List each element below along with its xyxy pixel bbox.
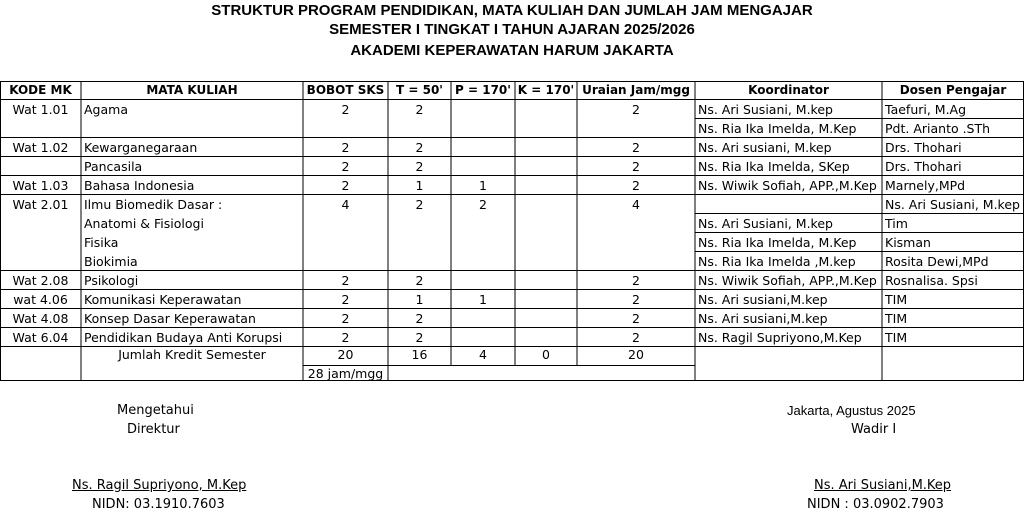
total-k: 0 (542, 347, 550, 362)
header-kode: KODE MK (9, 83, 72, 97)
cell-uraian: 2 (632, 273, 640, 288)
sig-right-nidn: NIDN : 03.0902.7903 (807, 497, 944, 512)
cell-kode: Wat 4.08 (12, 311, 69, 326)
cell-uraian: 2 (632, 140, 640, 155)
total-bobot: 20 (337, 347, 354, 362)
cell-p: 2 (479, 197, 487, 212)
cell-bobot: 2 (341, 292, 350, 307)
cell-t: 2 (415, 311, 424, 326)
cell-koordinator: Ns. Ari susiani,M.kep (698, 292, 828, 307)
total-p: 4 (479, 347, 487, 362)
cell-mata: Pancasila (84, 159, 143, 174)
cell-kode: Wat 1.03 (12, 178, 69, 193)
cell-bobot: 2 (341, 178, 350, 193)
cell-uraian: 4 (632, 197, 640, 212)
cell-mata: Ilmu Biomedik Dasar : (84, 197, 223, 212)
cell-kode: Wat 2.01 (12, 197, 69, 212)
cell-mata: Fisika (84, 235, 119, 250)
total-jam: 28 jam/mgg (307, 366, 384, 381)
cell-t: 1 (415, 292, 424, 307)
cell-dosen: Marnely,MPd (885, 178, 966, 193)
header-uraian: Uraian Jam/mgg (582, 83, 690, 97)
sig-right-line2: Wadir I (851, 422, 897, 437)
cell-koordinator: Ns. Ria Ika Imelda ,M.kep (698, 254, 856, 269)
cell-dosen: TIM (885, 311, 908, 326)
sig-left-line1: Mengetahui (117, 403, 194, 418)
cell-p: 1 (479, 178, 487, 193)
cell-bobot: 2 (341, 330, 350, 345)
header-p: P = 170' (455, 83, 511, 97)
cell-koordinator: Ns. Wiwik Sofiah, APP.,M.Kep (698, 178, 877, 193)
cell-mata: Bahasa Indonesia (84, 178, 195, 193)
cell-bobot: 2 (341, 159, 350, 174)
cell-dosen: Rosita Dewi,MPd (885, 254, 989, 269)
cell-t: 2 (415, 140, 424, 155)
cell-bobot: 4 (341, 197, 350, 212)
cell-uraian: 2 (632, 311, 640, 326)
header-koordinator: Koordinator (748, 83, 829, 97)
cell-uraian: 2 (632, 330, 640, 345)
cell-dosen: TIM (885, 330, 908, 345)
sig-left-line2: Direktur (127, 422, 180, 437)
cell-mata: Psikologi (84, 273, 139, 288)
cell-koordinator: Ns. Ari susiani,M.kep (698, 311, 828, 326)
cell-kode: Wat 6.04 (12, 330, 69, 345)
sig-left-nidn: NIDN: 03.1910.7603 (92, 497, 225, 512)
cell-kode: wat 4.06 (13, 292, 68, 307)
cell-koordinator: Ns. Ria Ika Imelda, M.Kep (698, 235, 857, 250)
header-mata: MATA KULIAH (146, 83, 238, 97)
cell-mata: Kewarganegaraan (84, 140, 198, 155)
total-label: Jumlah Kredit Semester (118, 347, 266, 362)
cell-koordinator: Ns. Ari Susiani, M.kep (698, 216, 833, 231)
sig-right-name: Ns. Ari Susiani,M.Kep (814, 478, 952, 493)
cell-t: 1 (415, 178, 424, 193)
cell-bobot: 2 (341, 140, 350, 155)
total-uraian: 20 (628, 347, 644, 362)
cell-p: 1 (479, 292, 487, 307)
cell-koordinator: Ns. Ari susiani, M.kep (698, 140, 832, 155)
institution-title: AKADEMI KEPERAWATAN HARUM JAKARTA (350, 42, 674, 59)
cell-mata: Anatomi & Fisiologi (84, 216, 204, 231)
header-bobot: BOBOT SKS (306, 83, 385, 97)
cell-kode: Wat 1.01 (12, 102, 69, 117)
sig-right-line1: Jakarta, Agustus 2025 (787, 403, 916, 418)
sig-left-name: Ns. Ragil Supriyono, M.Kep (72, 478, 247, 493)
cell-dosen: TIM (885, 292, 908, 307)
cell-koordinator: Ns. Wiwik Sofiah, APP.,M.Kep (698, 273, 877, 288)
cell-koordinator: Ns. Ari Susiani, M.kep (698, 102, 833, 117)
cell-kode: Wat 1.02 (12, 140, 69, 155)
header-t: T = 50' (396, 83, 443, 97)
cell-dosen: Ns. Ari Susiani, M.kep (885, 197, 1020, 212)
cell-mata: Konsep Dasar Keperawatan (84, 311, 256, 326)
cell-t: 2 (415, 159, 424, 174)
cell-uraian: 2 (632, 159, 640, 174)
cell-t: 2 (415, 102, 424, 117)
cell-mata: Agama (84, 102, 128, 117)
cell-dosen: Drs. Thohari (885, 159, 962, 174)
cell-uraian: 2 (632, 292, 640, 307)
cell-koordinator: Ns. Ragil Supriyono,M.Kep (698, 330, 862, 345)
cell-mata: Komunikasi Keperawatan (84, 292, 242, 307)
cell-t: 2 (415, 330, 424, 345)
cell-koordinator: Ns. Ria Ika Imelda, SKep (698, 159, 850, 174)
cell-dosen: Rosnalisa. Spsi (885, 273, 978, 288)
cell-dosen: Tim (885, 216, 908, 231)
total-t: 16 (411, 347, 428, 362)
cell-dosen: Pdt. Arianto .STh (885, 121, 991, 136)
cell-uraian: 2 (632, 178, 640, 193)
cell-kode: Wat 2.08 (12, 273, 69, 288)
cell-dosen: Drs. Thohari (885, 140, 962, 155)
cell-mata: Pendidikan Budaya Anti Korupsi (84, 330, 283, 345)
cell-koordinator: Ns. Ria Ika Imelda, M.Kep (698, 121, 857, 136)
cell-dosen: Kisman (885, 235, 931, 250)
cell-bobot: 2 (341, 273, 350, 288)
header-dosen: Dosen Pengajar (899, 83, 1007, 97)
cell-bobot: 2 (341, 311, 350, 326)
cell-bobot: 2 (341, 102, 350, 117)
cell-uraian: 2 (632, 102, 640, 117)
cell-mata: Biokimia (84, 254, 138, 269)
header-k: K = 170' (517, 83, 575, 97)
document-subtitle: SEMESTER I TINGKAT I TAHUN AJARAN 2025/2026 (329, 21, 695, 38)
cell-t: 2 (415, 273, 424, 288)
cell-dosen: Taefuri, M.Ag (885, 102, 967, 117)
document-title: STRUKTUR PROGRAM PENDIDIKAN, MATA KULIAH DAN JUMLAH JAM MENGAJAR (211, 2, 813, 19)
cell-t: 2 (415, 197, 424, 212)
